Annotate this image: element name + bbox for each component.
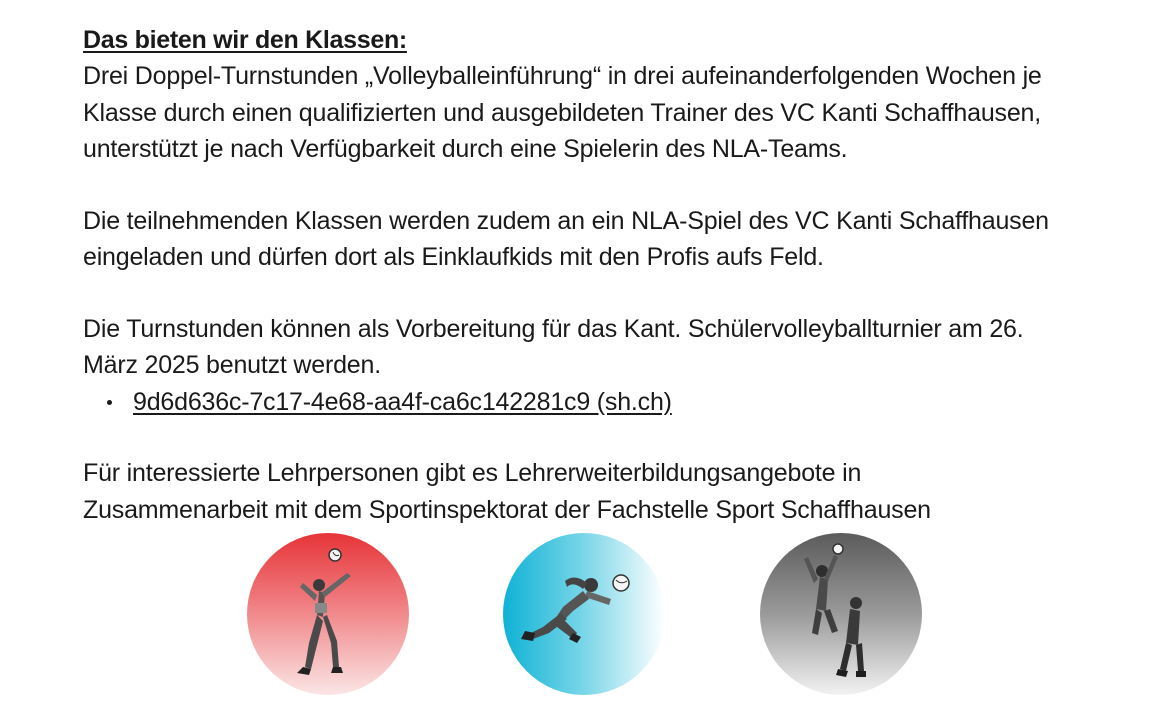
player-dig-icon	[503, 533, 665, 695]
list-item	[83, 384, 1123, 421]
volleyball-block-image	[760, 533, 922, 695]
bullet-icon	[107, 400, 112, 405]
spacer	[83, 420, 1123, 455]
paragraph-tournament	[83, 311, 1123, 384]
volleyball-spike-image	[247, 533, 409, 695]
text-line: März 2025 benutzt werden.	[83, 351, 381, 379]
text-line: Für interessierte Lehrpersonen gibt es Lehrerweiterbildungsangebote in	[83, 459, 862, 487]
player-spike-icon	[247, 533, 409, 695]
section-heading: Das bieten wir den Klassen:	[83, 26, 407, 54]
spacer	[83, 276, 1123, 311]
document-body	[83, 22, 1123, 528]
link-list	[83, 384, 1123, 421]
player-block-icon	[760, 533, 922, 695]
text-line: unterstützt je nach Verfügbarkeit durch eine Spielerin des NLA-Teams.	[83, 135, 848, 163]
paragraph-training	[83, 58, 1123, 168]
text-line: eingeladen und dürfen dort als Einklaufkids mit den Profis aufs Feld.	[83, 243, 824, 271]
text-line: Die teilnehmenden Klassen werden zudem an ein NLA-Spiel des VC Kanti Schaffhausen	[83, 206, 1049, 235]
paragraph-teachers	[83, 455, 1123, 528]
paragraph-nla-game	[83, 203, 1123, 276]
text-line: Klasse durch einen qualifizierten und ausgebildeten Trainer des VC Kanti Schaffhausen,	[83, 98, 1041, 127]
volleyball-dig-image	[503, 533, 665, 695]
volleyball-images	[0, 533, 1170, 698]
text-line: Die Turnstunden können als Vorbereitung für das Kant. Schülervolleyballturnier am 26.	[83, 314, 1024, 343]
spacer	[83, 168, 1123, 203]
text-line: Zusammenarbeit mit dem Sportinspektorat der Fachstelle Sport Schaffhausen	[83, 495, 931, 524]
tournament-link[interactable]: 9d6d636c-7c17-4e68-aa4f-ca6c142281c9 (sh.ch)	[133, 387, 672, 416]
text-line: Drei Doppel-Turnstunden „Volleyballeinführung“ in drei aufeinanderfolgenden Wochen je	[83, 62, 1042, 90]
